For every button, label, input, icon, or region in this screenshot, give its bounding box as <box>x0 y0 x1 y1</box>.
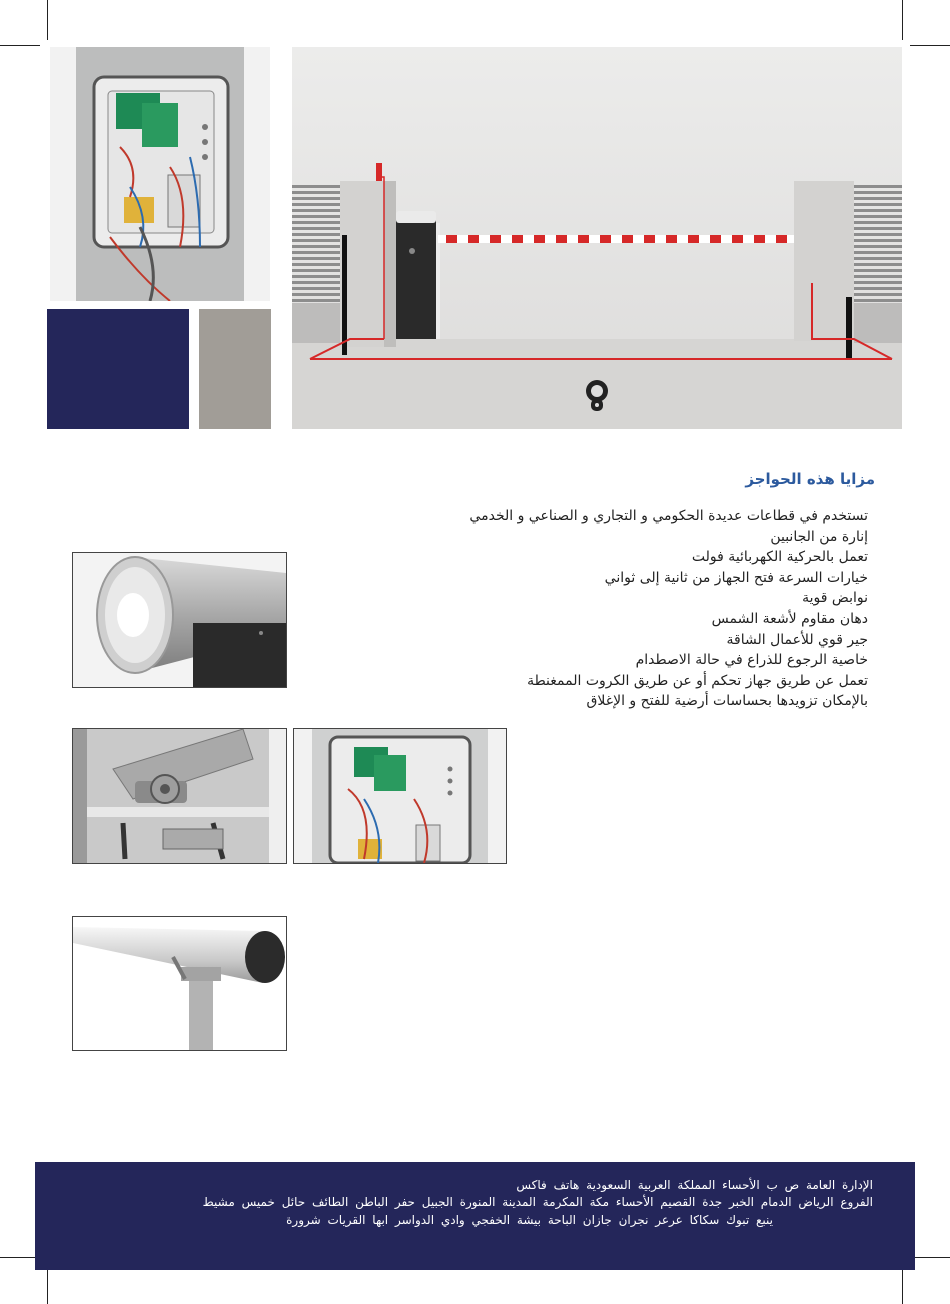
feature-item: تعمل عن طريق جهاز تحكم أو عن طريق الكروت الممغنطة <box>527 672 868 689</box>
feature-item: بالإمكان تزويدها بحساسات أرضية للفتح و الإغلاق <box>586 693 868 710</box>
lamp-photo <box>72 552 287 688</box>
feature-item: خاصية الرجوع للذراع في حالة الاصطدام <box>635 652 868 669</box>
crop-mark <box>47 0 48 40</box>
navy-swatch <box>47 309 189 429</box>
crop-mark <box>47 1264 48 1304</box>
taupe-swatch <box>199 309 271 429</box>
footer-branches-line-2: ينبع تبوك سكاكا عرعر نجران جازان الباحة بيشة الخفجي وادي الدواسر ابها القريات شرورة <box>286 1213 773 1227</box>
spring-mechanism-photo <box>72 728 287 864</box>
contact-footer <box>35 1162 915 1270</box>
feature-item: نوابض قوية <box>802 590 868 607</box>
crop-mark <box>0 1257 40 1258</box>
control-box-photo <box>50 47 270 301</box>
feature-item: تستخدم في قطاعات عديدة الحكومي و التجاري و الصناعي و الخدمي <box>469 508 868 524</box>
control-board-photo <box>293 728 507 864</box>
footer-branches-line: الفروع الرياض الدمام الخبر جدة القصيم الأحساء مكة المكرمة المدينة المنورة الجبيل حفر الباطن الطائف حائل خميس مشيط <box>202 1195 873 1209</box>
crop-mark <box>910 1257 950 1258</box>
feature-item: جير قوي للأعمال الشاقة <box>726 631 868 648</box>
boom-arm-photo <box>72 916 287 1051</box>
features-title: مزايا هذه الحواجز <box>745 470 875 488</box>
footer-head-office-line: الإدارة العامة ص ب الأحساء المملكة العربية السعودية هاتف فاكس <box>516 1178 873 1192</box>
crop-mark <box>902 0 903 40</box>
crop-mark <box>902 1264 903 1304</box>
features-list <box>348 506 868 712</box>
feature-item: دهان مقاوم لأشعة الشمس <box>711 610 868 627</box>
feature-item: إنارة من الجانبين <box>770 528 868 545</box>
barrier-illustration <box>292 47 902 429</box>
feature-item: خيارات السرعة فتح الجهاز من ثانية إلى ثواني <box>604 569 868 586</box>
crop-mark <box>0 45 40 46</box>
crop-mark <box>910 45 950 46</box>
feature-item: تعمل بالحركية الكهربائية فولت <box>691 549 868 566</box>
